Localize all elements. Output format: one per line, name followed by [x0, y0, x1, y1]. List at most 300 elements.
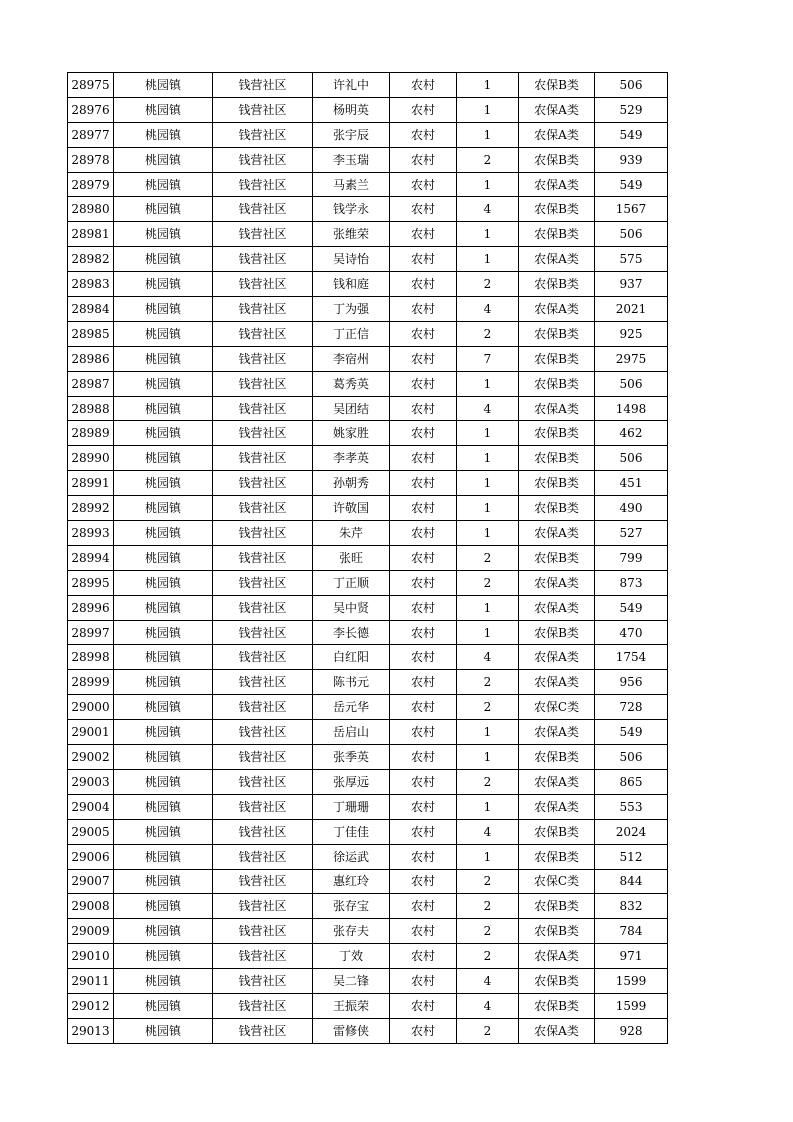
category-cell: 农保A类: [519, 521, 595, 546]
household-type-cell: 农村: [390, 819, 457, 844]
table-row: [68, 769, 668, 794]
household-type-cell: 农村: [390, 869, 457, 894]
community-cell: 钱营社区: [213, 222, 313, 247]
town-cell: 桃园镇: [114, 247, 213, 272]
category-cell: 农保B类: [519, 421, 595, 446]
table-row: [68, 670, 668, 695]
town-cell: 桃园镇: [114, 695, 213, 720]
town-cell: 桃园镇: [114, 844, 213, 869]
record-id-cell: 29000: [68, 695, 114, 720]
town-cell: 桃园镇: [114, 720, 213, 745]
town-cell: 桃园镇: [114, 521, 213, 546]
name-cell: 雷修侠: [313, 1018, 390, 1043]
community-cell: 钱营社区: [213, 396, 313, 421]
town-cell: 桃园镇: [114, 396, 213, 421]
record-id-cell: 28995: [68, 570, 114, 595]
category-cell: 农保A类: [519, 97, 595, 122]
name-cell: 张维荣: [313, 222, 390, 247]
category-cell: 农保A类: [519, 1018, 595, 1043]
amount-cell: 1498: [595, 396, 668, 421]
table-row: [68, 446, 668, 471]
household-type-cell: 农村: [390, 645, 457, 670]
household-type-cell: 农村: [390, 919, 457, 944]
member-count-cell: 4: [457, 819, 519, 844]
household-type-cell: 农村: [390, 73, 457, 98]
amount-cell: 529: [595, 97, 668, 122]
town-cell: 桃园镇: [114, 894, 213, 919]
record-id-cell: 28986: [68, 346, 114, 371]
household-type-cell: 农村: [390, 97, 457, 122]
record-id-cell: 28998: [68, 645, 114, 670]
category-cell: 农保A类: [519, 769, 595, 794]
household-type-cell: 农村: [390, 446, 457, 471]
community-cell: 钱营社区: [213, 720, 313, 745]
amount-cell: 506: [595, 745, 668, 770]
household-type-cell: 农村: [390, 321, 457, 346]
record-id-cell: 28987: [68, 371, 114, 396]
table-row: [68, 346, 668, 371]
records-table: [67, 72, 668, 1044]
category-cell: 农保B类: [519, 969, 595, 994]
town-cell: 桃园镇: [114, 446, 213, 471]
town-cell: 桃园镇: [114, 969, 213, 994]
community-cell: 钱营社区: [213, 819, 313, 844]
record-id-cell: 28999: [68, 670, 114, 695]
table-row: [68, 794, 668, 819]
amount-cell: 971: [595, 944, 668, 969]
member-count-cell: 1: [457, 620, 519, 645]
member-count-cell: 4: [457, 396, 519, 421]
town-cell: 桃园镇: [114, 645, 213, 670]
community-cell: 钱营社区: [213, 197, 313, 222]
member-count-cell: 1: [457, 521, 519, 546]
record-id-cell: 28976: [68, 97, 114, 122]
table-row: [68, 496, 668, 521]
member-count-cell: 1: [457, 371, 519, 396]
record-id-cell: 28991: [68, 471, 114, 496]
name-cell: 丁珊珊: [313, 794, 390, 819]
table-row: [68, 272, 668, 297]
amount-cell: 506: [595, 222, 668, 247]
table-row: [68, 222, 668, 247]
household-type-cell: 农村: [390, 570, 457, 595]
member-count-cell: 2: [457, 695, 519, 720]
community-cell: 钱营社区: [213, 371, 313, 396]
member-count-cell: 2: [457, 769, 519, 794]
household-type-cell: 农村: [390, 272, 457, 297]
record-id-cell: 28993: [68, 521, 114, 546]
amount-cell: 506: [595, 73, 668, 98]
table-row: [68, 545, 668, 570]
community-cell: 钱营社区: [213, 147, 313, 172]
community-cell: 钱营社区: [213, 670, 313, 695]
community-cell: 钱营社区: [213, 321, 313, 346]
member-count-cell: 2: [457, 919, 519, 944]
name-cell: 张旺: [313, 545, 390, 570]
category-cell: 农保B类: [519, 197, 595, 222]
name-cell: 姚家胜: [313, 421, 390, 446]
town-cell: 桃园镇: [114, 869, 213, 894]
amount-cell: 462: [595, 421, 668, 446]
community-cell: 钱营社区: [213, 122, 313, 147]
name-cell: 马素兰: [313, 172, 390, 197]
community-cell: 钱营社区: [213, 894, 313, 919]
name-cell: 丁正顺: [313, 570, 390, 595]
table-row: [68, 371, 668, 396]
record-id-cell: 28994: [68, 545, 114, 570]
community-cell: 钱营社区: [213, 446, 313, 471]
community-cell: 钱营社区: [213, 794, 313, 819]
community-cell: 钱营社区: [213, 969, 313, 994]
record-id-cell: 28979: [68, 172, 114, 197]
record-id-cell: 28975: [68, 73, 114, 98]
amount-cell: 865: [595, 769, 668, 794]
community-cell: 钱营社区: [213, 844, 313, 869]
amount-cell: 939: [595, 147, 668, 172]
category-cell: 农保A类: [519, 794, 595, 819]
community-cell: 钱营社区: [213, 421, 313, 446]
name-cell: 岳元华: [313, 695, 390, 720]
household-type-cell: 农村: [390, 969, 457, 994]
name-cell: 徐运武: [313, 844, 390, 869]
name-cell: 张宇辰: [313, 122, 390, 147]
household-type-cell: 农村: [390, 521, 457, 546]
community-cell: 钱营社区: [213, 919, 313, 944]
record-id-cell: 29012: [68, 993, 114, 1018]
amount-cell: 844: [595, 869, 668, 894]
category-cell: 农保A类: [519, 670, 595, 695]
town-cell: 桃园镇: [114, 620, 213, 645]
amount-cell: 728: [595, 695, 668, 720]
member-count-cell: 4: [457, 297, 519, 322]
household-type-cell: 农村: [390, 844, 457, 869]
community-cell: 钱营社区: [213, 97, 313, 122]
household-type-cell: 农村: [390, 670, 457, 695]
amount-cell: 2024: [595, 819, 668, 844]
amount-cell: 451: [595, 471, 668, 496]
category-cell: 农保A类: [519, 595, 595, 620]
table-row: [68, 919, 668, 944]
name-cell: 吴二锋: [313, 969, 390, 994]
category-cell: 农保A类: [519, 645, 595, 670]
record-id-cell: 28982: [68, 247, 114, 272]
town-cell: 桃园镇: [114, 496, 213, 521]
category-cell: 农保B类: [519, 272, 595, 297]
name-cell: 吴团结: [313, 396, 390, 421]
table-row: [68, 720, 668, 745]
table-row: [68, 421, 668, 446]
community-cell: 钱营社区: [213, 297, 313, 322]
amount-cell: 937: [595, 272, 668, 297]
table-row: [68, 570, 668, 595]
name-cell: 葛秀英: [313, 371, 390, 396]
category-cell: 农保B类: [519, 819, 595, 844]
name-cell: 吴诗怡: [313, 247, 390, 272]
member-count-cell: 4: [457, 993, 519, 1018]
category-cell: 农保B类: [519, 993, 595, 1018]
town-cell: 桃园镇: [114, 197, 213, 222]
name-cell: 张存夫: [313, 919, 390, 944]
record-id-cell: 29003: [68, 769, 114, 794]
amount-cell: 470: [595, 620, 668, 645]
household-type-cell: 农村: [390, 247, 457, 272]
town-cell: 桃园镇: [114, 421, 213, 446]
records-body: [68, 73, 668, 1044]
town-cell: 桃园镇: [114, 919, 213, 944]
name-cell: 杨明英: [313, 97, 390, 122]
name-cell: 岳启山: [313, 720, 390, 745]
town-cell: 桃园镇: [114, 769, 213, 794]
town-cell: 桃园镇: [114, 794, 213, 819]
town-cell: 桃园镇: [114, 346, 213, 371]
town-cell: 桃园镇: [114, 321, 213, 346]
community-cell: 钱营社区: [213, 620, 313, 645]
member-count-cell: 1: [457, 122, 519, 147]
community-cell: 钱营社区: [213, 471, 313, 496]
category-cell: 农保C类: [519, 869, 595, 894]
category-cell: 农保A类: [519, 396, 595, 421]
record-id-cell: 29001: [68, 720, 114, 745]
name-cell: 钱和庭: [313, 272, 390, 297]
amount-cell: 549: [595, 595, 668, 620]
town-cell: 桃园镇: [114, 222, 213, 247]
member-count-cell: 2: [457, 570, 519, 595]
member-count-cell: 2: [457, 869, 519, 894]
name-cell: 张厚远: [313, 769, 390, 794]
record-id-cell: 29004: [68, 794, 114, 819]
household-type-cell: 农村: [390, 794, 457, 819]
community-cell: 钱营社区: [213, 247, 313, 272]
household-type-cell: 农村: [390, 720, 457, 745]
record-id-cell: 28992: [68, 496, 114, 521]
category-cell: 农保B类: [519, 222, 595, 247]
community-cell: 钱营社区: [213, 993, 313, 1018]
town-cell: 桃园镇: [114, 545, 213, 570]
category-cell: 农保A类: [519, 122, 595, 147]
town-cell: 桃园镇: [114, 297, 213, 322]
town-cell: 桃园镇: [114, 944, 213, 969]
name-cell: 李宿州: [313, 346, 390, 371]
town-cell: 桃园镇: [114, 819, 213, 844]
town-cell: 桃园镇: [114, 595, 213, 620]
category-cell: 农保B类: [519, 73, 595, 98]
table-row: [68, 321, 668, 346]
table-row: [68, 471, 668, 496]
amount-cell: 549: [595, 172, 668, 197]
table-row: [68, 521, 668, 546]
member-count-cell: 1: [457, 446, 519, 471]
category-cell: 农保C类: [519, 695, 595, 720]
name-cell: 孙朝秀: [313, 471, 390, 496]
household-type-cell: 农村: [390, 122, 457, 147]
town-cell: 桃园镇: [114, 1018, 213, 1043]
name-cell: 朱芹: [313, 521, 390, 546]
amount-cell: 956: [595, 670, 668, 695]
member-count-cell: 7: [457, 346, 519, 371]
category-cell: 农保B类: [519, 371, 595, 396]
amount-cell: 832: [595, 894, 668, 919]
household-type-cell: 农村: [390, 545, 457, 570]
member-count-cell: 2: [457, 321, 519, 346]
household-type-cell: 农村: [390, 396, 457, 421]
name-cell: 陈书元: [313, 670, 390, 695]
community-cell: 钱营社区: [213, 272, 313, 297]
member-count-cell: 1: [457, 745, 519, 770]
town-cell: 桃园镇: [114, 670, 213, 695]
record-id-cell: 28997: [68, 620, 114, 645]
member-count-cell: 4: [457, 197, 519, 222]
record-id-cell: 29013: [68, 1018, 114, 1043]
community-cell: 钱营社区: [213, 346, 313, 371]
household-type-cell: 农村: [390, 695, 457, 720]
table-row: [68, 97, 668, 122]
town-cell: 桃园镇: [114, 97, 213, 122]
category-cell: 农保B类: [519, 346, 595, 371]
name-cell: 吴中贤: [313, 595, 390, 620]
member-count-cell: 1: [457, 794, 519, 819]
amount-cell: 512: [595, 844, 668, 869]
amount-cell: 549: [595, 720, 668, 745]
document-page: [67, 72, 667, 1044]
member-count-cell: 1: [457, 421, 519, 446]
community-cell: 钱营社区: [213, 521, 313, 546]
amount-cell: 575: [595, 247, 668, 272]
record-id-cell: 29007: [68, 869, 114, 894]
category-cell: 农保B类: [519, 446, 595, 471]
category-cell: 农保A类: [519, 570, 595, 595]
table-row: [68, 894, 668, 919]
amount-cell: 784: [595, 919, 668, 944]
household-type-cell: 农村: [390, 147, 457, 172]
household-type-cell: 农村: [390, 894, 457, 919]
member-count-cell: 2: [457, 272, 519, 297]
name-cell: 李玉瑞: [313, 147, 390, 172]
name-cell: 钱学永: [313, 197, 390, 222]
name-cell: 张存宝: [313, 894, 390, 919]
town-cell: 桃园镇: [114, 570, 213, 595]
community-cell: 钱营社区: [213, 570, 313, 595]
town-cell: 桃园镇: [114, 272, 213, 297]
member-count-cell: 2: [457, 147, 519, 172]
table-row: [68, 396, 668, 421]
name-cell: 白红阳: [313, 645, 390, 670]
member-count-cell: 1: [457, 844, 519, 869]
household-type-cell: 农村: [390, 944, 457, 969]
community-cell: 钱营社区: [213, 496, 313, 521]
table-row: [68, 745, 668, 770]
amount-cell: 527: [595, 521, 668, 546]
amount-cell: 925: [595, 321, 668, 346]
household-type-cell: 农村: [390, 172, 457, 197]
community-cell: 钱营社区: [213, 869, 313, 894]
amount-cell: 1599: [595, 993, 668, 1018]
member-count-cell: 1: [457, 222, 519, 247]
record-id-cell: 28990: [68, 446, 114, 471]
amount-cell: 799: [595, 545, 668, 570]
category-cell: 农保B类: [519, 545, 595, 570]
table-row: [68, 147, 668, 172]
table-row: [68, 993, 668, 1018]
household-type-cell: 农村: [390, 496, 457, 521]
record-id-cell: 29011: [68, 969, 114, 994]
member-count-cell: 1: [457, 172, 519, 197]
category-cell: 农保B类: [519, 620, 595, 645]
table-row: [68, 844, 668, 869]
household-type-cell: 农村: [390, 471, 457, 496]
member-count-cell: 1: [457, 471, 519, 496]
record-id-cell: 29006: [68, 844, 114, 869]
name-cell: 惠红玲: [313, 869, 390, 894]
record-id-cell: 28988: [68, 396, 114, 421]
amount-cell: 1567: [595, 197, 668, 222]
name-cell: 李孝英: [313, 446, 390, 471]
member-count-cell: 4: [457, 645, 519, 670]
name-cell: 王振荣: [313, 993, 390, 1018]
member-count-cell: 2: [457, 894, 519, 919]
amount-cell: 553: [595, 794, 668, 819]
amount-cell: 873: [595, 570, 668, 595]
community-cell: 钱营社区: [213, 1018, 313, 1043]
record-id-cell: 28996: [68, 595, 114, 620]
amount-cell: 506: [595, 446, 668, 471]
member-count-cell: 2: [457, 1018, 519, 1043]
amount-cell: 2021: [595, 297, 668, 322]
name-cell: 李长德: [313, 620, 390, 645]
name-cell: 丁正信: [313, 321, 390, 346]
table-row: [68, 73, 668, 98]
table-row: [68, 645, 668, 670]
household-type-cell: 农村: [390, 297, 457, 322]
amount-cell: 506: [595, 371, 668, 396]
category-cell: 农保B类: [519, 745, 595, 770]
record-id-cell: 29010: [68, 944, 114, 969]
name-cell: 丁佳佳: [313, 819, 390, 844]
category-cell: 农保A类: [519, 944, 595, 969]
town-cell: 桃园镇: [114, 745, 213, 770]
table-row: [68, 869, 668, 894]
category-cell: 农保B类: [519, 147, 595, 172]
town-cell: 桃园镇: [114, 122, 213, 147]
member-count-cell: 1: [457, 595, 519, 620]
member-count-cell: 1: [457, 496, 519, 521]
record-id-cell: 28983: [68, 272, 114, 297]
record-id-cell: 28984: [68, 297, 114, 322]
name-cell: 许敬国: [313, 496, 390, 521]
member-count-cell: 4: [457, 969, 519, 994]
amount-cell: 490: [595, 496, 668, 521]
amount-cell: 549: [595, 122, 668, 147]
member-count-cell: 1: [457, 720, 519, 745]
household-type-cell: 农村: [390, 371, 457, 396]
household-type-cell: 农村: [390, 769, 457, 794]
town-cell: 桃园镇: [114, 172, 213, 197]
record-id-cell: 29009: [68, 919, 114, 944]
record-id-cell: 28978: [68, 147, 114, 172]
household-type-cell: 农村: [390, 346, 457, 371]
household-type-cell: 农村: [390, 620, 457, 645]
town-cell: 桃园镇: [114, 371, 213, 396]
member-count-cell: 2: [457, 545, 519, 570]
community-cell: 钱营社区: [213, 695, 313, 720]
name-cell: 许礼中: [313, 73, 390, 98]
amount-cell: 1754: [595, 645, 668, 670]
member-count-cell: 1: [457, 73, 519, 98]
household-type-cell: 农村: [390, 197, 457, 222]
category-cell: 农保B类: [519, 471, 595, 496]
amount-cell: 2975: [595, 346, 668, 371]
table-row: [68, 969, 668, 994]
member-count-cell: 2: [457, 944, 519, 969]
